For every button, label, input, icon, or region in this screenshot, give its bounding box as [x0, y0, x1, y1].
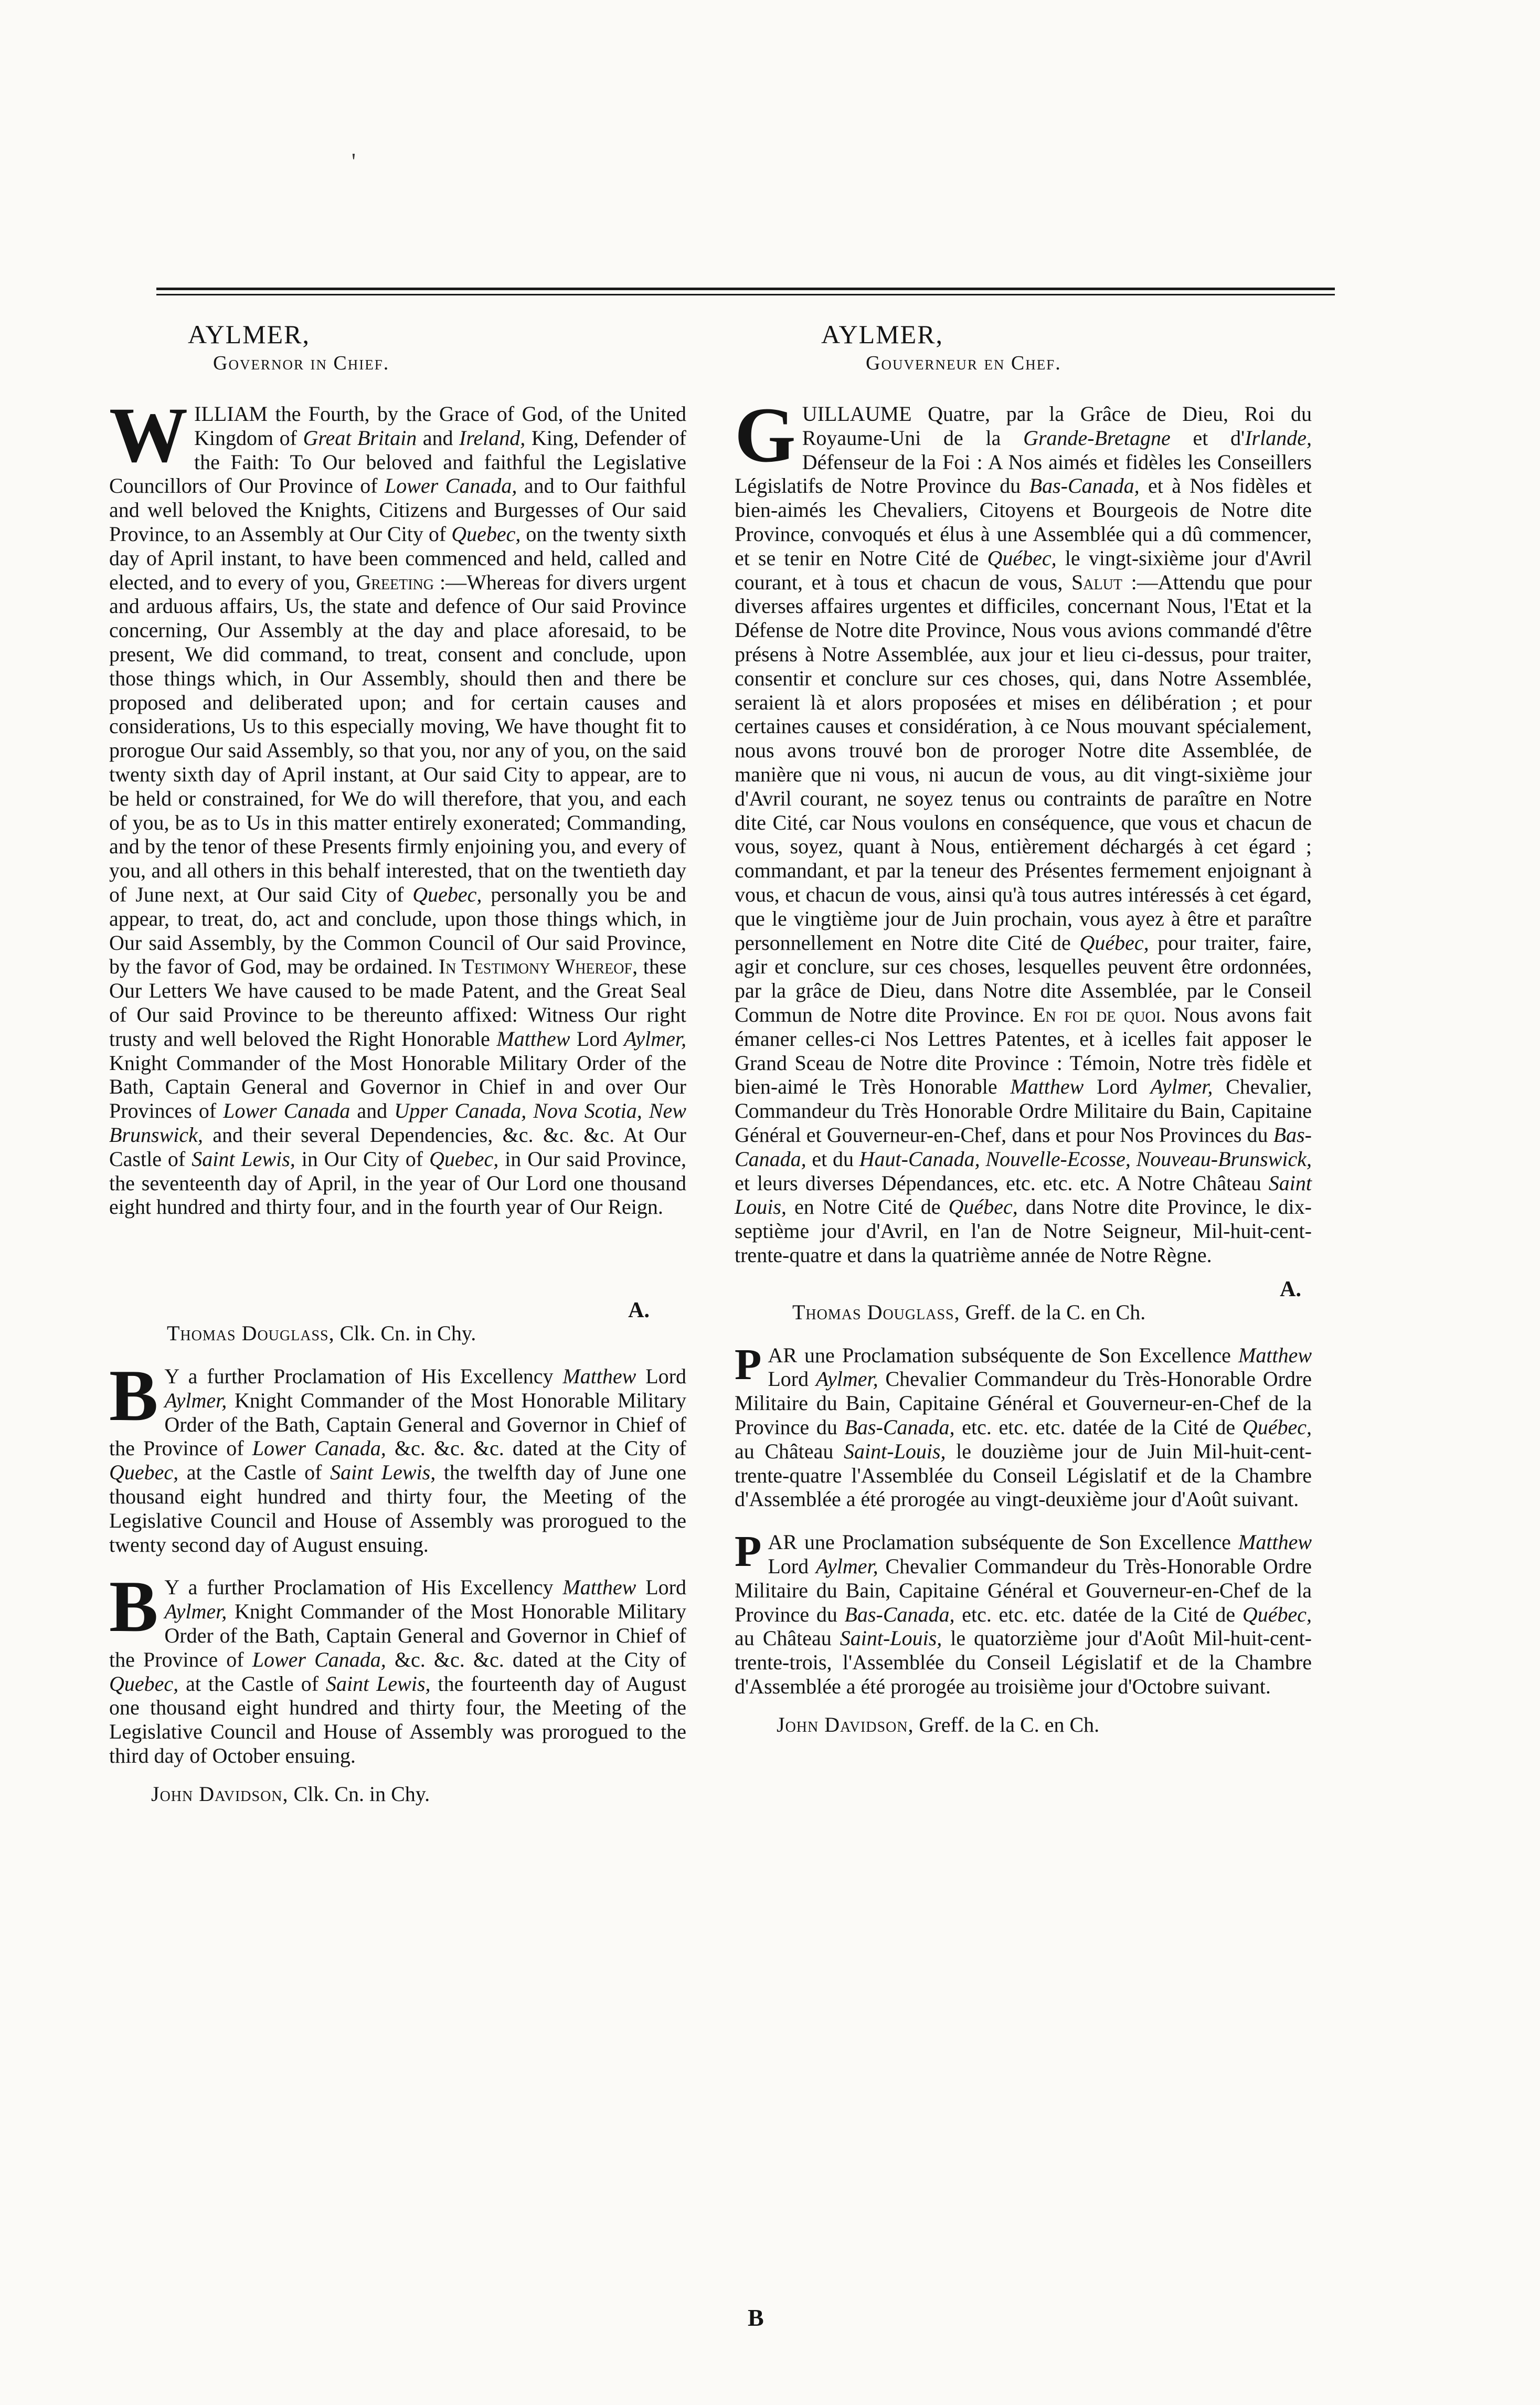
french-proc3-emphasis: Bas-Canada,	[844, 1602, 955, 1626]
english-proc-text: in Our City of	[295, 1147, 430, 1171]
french-proc-text: le vingt-sixième jour d'Avril courant, et à tous et chacun de vous,	[735, 546, 1312, 594]
french-proc-emphasis: Québec,	[948, 1195, 1018, 1219]
french-heading-name: AYLMER,	[821, 320, 944, 349]
french-proclamation	[735, 391, 1312, 1267]
french-proc3-text: le quatorzième jour d'Août Mil-huit-cent-trente-trois, l'Assemblée du Conseil Législatif et de la Chambre d'Assemblée a été prorogée au troisième jour d'Octobre suivant.	[735, 1626, 1312, 1699]
english-proc2-emphasis: Matthew	[562, 1364, 636, 1389]
french-proc-smallcaps: En foi de quoi.	[1033, 1002, 1166, 1026]
french-signature-2-title: Greff. de la C. en Ch.	[914, 1712, 1100, 1736]
english-proc2-text: Lord	[636, 1364, 686, 1389]
french-proc2-emphasis: Aylmer,	[815, 1367, 878, 1391]
english-proc-text: the Fourth, by the Grace of God, of the United Kingdom of	[194, 402, 686, 450]
french-proc2-text: le douzième jour de Juin Mil-huit-cent-trente-quatre l'Assemblée du Conseil Législatif et de la Chambre d'Assemblée a été prorogée au vingt-deuxième jour d'Août suivant.	[735, 1439, 1312, 1511]
english-proc-emphasis: Lower Canada,	[384, 474, 517, 498]
english-proc3-text: Knight Commander of the Most Honorable Military Order of the Bath, Captain General and Governor in Chief of the Province of	[109, 1599, 686, 1671]
english-proc-text: Knight Commander of the Most Honorable Military Order of the Bath, Captain General and Governor in Chief in and over Our Provinces of	[109, 1051, 686, 1123]
top-rule-thick	[156, 288, 1335, 290]
english-signature-1	[167, 1321, 686, 1345]
french-proc3-emphasis: Québec,	[1242, 1602, 1312, 1626]
english-proc-text: Lord	[570, 1026, 624, 1051]
french-proclamation-2	[735, 1340, 1312, 1512]
english-proc-text: King, Defender of the Faith: To Our beloved and faithful the Legislative Councillors of Our Province of	[109, 426, 686, 498]
english-proc-emphasis: Saint Lewis,	[192, 1147, 295, 1171]
french-signature-2-name: John Davidson,	[777, 1712, 914, 1736]
english-heading-name: AYLMER,	[188, 320, 311, 349]
english-seal-mark: A.	[628, 1298, 650, 1323]
french-proc2-emphasis: Saint-Louis,	[844, 1439, 946, 1463]
french-proc3-dropcap: P	[735, 1527, 762, 1576]
french-proc3-text: au Château	[735, 1626, 840, 1650]
english-proc2-text: the twelfth day of June one thousand eight hundred and thirty four, the Meeting of the Legislative Council and House of Assembly was prorogued to the twenty second day of August ensuing.	[109, 1460, 686, 1556]
french-proc-text: pour traiter, faire, agir et conclure, sur ces choses, lesquelles peuvent être ordonnées, par la grâce de Dieu, dans Notre dite Assemblée, par le Conseil Commun de Notre dite Province.	[735, 930, 1312, 1026]
french-proc3-text: Lord	[768, 1554, 816, 1578]
english-proc-text: ILLIAM	[194, 402, 268, 426]
french-proc-text: Chevalier, Commandeur du Très Honorable Ordre Militaire du Bain, Capitaine Général et Gouverneur-en-Chef, dans et pour Nos Provinces du	[735, 1075, 1312, 1147]
french-dropcap: G	[735, 391, 796, 479]
french-proc-text: :—Attendu que pour diverses affaires urgentes et difficiles, concernant Nous, l'Etat et la Défense de Notre dite Province, Nous vous avions commandé d'être présens à Notre Assemblée, aux jour et lieu ci-dessus, pour traiter, consentir et conclure sur ces choses, qui, dans Notre Assemblée, seraient là et alors proposées et mises en délibération ; et pour certaines causes et considération, à ce Nous mouvant spécialement, nous avons trouvé bon de proroger Notre dite Assemblée, de manière que ni vous, ni aucun de vous, au dit vingt-sixième jour d'Avril courant, ne soyez tenus ou contraints de paraître en Notre dite Cité, car Nous voulons en conséquence, que vous et chacun de vous, soyez, quant à Nous, entièrement déchargés à cet égard ; commandant, et par la teneur des Présentes fermement enjoignant à vous, et chacun de vous, ainsi qu'à tous autres intéressés à cet égard, que le vingtième jour de Juin prochain, vous ayez à être et paraître personnellement en Notre dite Cité de	[735, 570, 1312, 955]
english-proc-emphasis: Great Britain	[303, 426, 417, 450]
french-proc-emphasis: Bas-Canada,	[1029, 474, 1140, 498]
english-proc2-text: Knight Commander of the Most Honorable Military Order of the Bath, Captain General and Governor in Chief of the Province of	[109, 1388, 686, 1460]
french-proc-emphasis: Saint Louis,	[735, 1171, 1312, 1219]
french-proc2-text: au Château	[735, 1439, 844, 1463]
french-proc3-text: AR une Proclamation subséquente de Son Excellence	[768, 1530, 1239, 1554]
english-signature-1-title: Clk. Cn. in Chy.	[334, 1321, 476, 1345]
french-proc-text: Défenseur de la Foi : A Nos aimés et fidèles les Conseillers Législatifs de Notre Province du	[735, 450, 1312, 498]
english-proc-text: on the twenty sixth day of April instant, to have been commenced and held, called and elected, and to every of you,	[109, 522, 687, 594]
french-proc2-emphasis: Bas-Canada,	[844, 1415, 955, 1439]
english-proc-emphasis: Quebec,	[412, 882, 482, 906]
french-proc2-dropcap: P	[735, 1340, 762, 1389]
english-proc-text: and to Our faithful and well beloved the Knights, Citizens and Burgesses of Our said Province, to an Assembly at Our City of	[109, 474, 686, 546]
english-proc2-emphasis: Lower Canada,	[252, 1436, 386, 1460]
english-proc-emphasis: Upper Canada, Nova Scotia, New Brunswick,	[109, 1099, 686, 1147]
french-proc-text: Quatre, par la Grâce de Dieu, Roi du Royaume-Uni de la	[802, 402, 1312, 450]
french-proc-emphasis: Québec,	[987, 546, 1057, 570]
french-proc-text: et à Nos fidèles et bien-aimés les Chevaliers, Citoyens et Bourgeois de Notre dite Province, convoqués et élus à une Assemblée qui a dû commencer, et se tenir en Notre Cité de	[735, 474, 1312, 570]
english-heading-title: Governor in Chief.	[213, 352, 390, 374]
english-proc3-dropcap: B	[109, 1566, 158, 1648]
english-proc-text: :—Whereas for divers urgent and arduous affairs, Us, the state and defence of Our said Province concerning, Our Assembly at the day and place aforesaid, to be present, We did command, to treat, consent and conclude, upon those things which, in Our Assembly, should then and there be proposed and deliberated upon; and for certain causes and considerations, Us to this especially moving, We have thought fit to prorogue Our said Assembly, so that you, nor any of you, on the said twenty sixth day of April instant, at Our said City to appear, are to be held or constrained, for We do will therefore, that you, and each of you, be as to Us in this matter entirely exonerated; Commanding, and by the tenor of these Presents firmly enjoining you, and every of you, and all others in this behalf interested, that on the twentieth day of June next, at Our said City of	[109, 570, 686, 906]
english-proc-emphasis: Aylmer,	[624, 1026, 686, 1051]
french-proc-emphasis: Grande-Bretagne	[1023, 426, 1171, 450]
english-proc3-emphasis: Matthew	[562, 1575, 636, 1599]
english-dropcap: W	[109, 391, 188, 479]
english-proc-text: in Our said Province, the seventeenth day of April, in the year of Our Lord one thousand eight hundred and thirty four, and in the fourth year of Our Reign.	[109, 1147, 686, 1219]
english-proc-smallcaps: Greeting	[356, 570, 434, 594]
french-heading-title: Gouverneur en Chef.	[866, 352, 1061, 374]
french-proc-text: UILLAUME	[802, 402, 912, 426]
french-signature-1-name: Thomas Douglass,	[792, 1300, 960, 1324]
english-proc-emphasis: Lower Canada	[223, 1099, 351, 1123]
english-proc2-dropcap: B	[109, 1355, 158, 1437]
french-proc-text: et du	[806, 1147, 859, 1171]
french-column	[735, 310, 1312, 1737]
english-proc-emphasis: Matthew	[496, 1026, 570, 1051]
french-proc-emphasis: Bas-Canada,	[735, 1122, 1312, 1171]
french-proc2-text: AR une Proclamation subséquente de Son Excellence	[768, 1343, 1239, 1367]
french-signature-1	[792, 1300, 1312, 1325]
french-proc3-emphasis: Saint-Louis,	[840, 1626, 942, 1650]
english-proc2-text: Y a further Proclamation of His Excellency	[164, 1364, 563, 1389]
english-proc3-text: at the Castle of	[178, 1671, 326, 1696]
french-proc2-text: etc. etc. etc. datée de la Cité de	[954, 1415, 1242, 1439]
english-proc-emphasis: Quebec,	[429, 1147, 499, 1171]
french-proc-text: dans Notre dite Province, le dix-septième jour d'Avril, en l'an de Notre Seigneur, Mil-huit-cent-trente-quatre et dans la quatrième année de Notre Règne.	[735, 1195, 1312, 1267]
english-proc3-emphasis: Quebec,	[109, 1671, 179, 1696]
english-proc2-text: &c. &c. &c. dated at the City of	[386, 1436, 686, 1460]
english-proc3-text: &c. &c. &c. dated at the City of	[386, 1647, 686, 1671]
french-proc-emphasis: Irlande,	[1245, 426, 1312, 450]
english-proc-text: these Our Letters We have caused to be made Patent, and the Great Seal of Our said Province to be thereunto affixed: Witness Our right trusty and well beloved the Right Honorable	[109, 955, 687, 1051]
french-proclamation-3	[735, 1527, 1312, 1699]
french-proc3-text: etc. etc. etc. datée de la Cité de	[954, 1602, 1242, 1626]
english-proc2-emphasis: Quebec,	[109, 1460, 179, 1485]
french-proc2-text: Chevalier Commandeur du Très-Honorable Ordre Militaire du Bain, Capitaine Général et Gouverneur-en-Chef de la Province du	[735, 1367, 1312, 1439]
french-proc2-emphasis: Québec,	[1242, 1415, 1312, 1439]
english-proc3-text: Lord	[636, 1575, 686, 1599]
english-proc3-text: Y a further Proclamation of His Excellency	[164, 1575, 563, 1599]
english-proc-text: and	[417, 426, 460, 450]
french-proc-emphasis: Haut-Canada, Nouvelle-Ecosse, Nouveau-Brunswick,	[859, 1147, 1312, 1171]
english-proclamation-2	[109, 1355, 686, 1556]
french-signature-2	[777, 1712, 1312, 1737]
page-signature-letter: B	[748, 2304, 764, 2331]
english-proclamation	[109, 391, 687, 1219]
english-proc3-emphasis: Aylmer,	[164, 1599, 227, 1624]
french-proc-emphasis: Aylmer,	[1150, 1075, 1213, 1099]
english-proc-emphasis: Quebec,	[451, 522, 521, 546]
english-proc2-text: at the Castle of	[178, 1460, 331, 1485]
english-column	[109, 310, 686, 1806]
french-proc3-text: Chevalier Commandeur du Très-Honorable Ordre Militaire du Bain, Capitaine Général et Gouverneur-en-Chef de la Province du	[735, 1554, 1312, 1626]
english-proc3-emphasis: Saint Lewis,	[325, 1671, 431, 1696]
french-signature-1-title: Greff. de la C. en Ch.	[960, 1300, 1146, 1324]
french-proc-text: et d'	[1170, 426, 1245, 450]
french-proc2-text: Lord	[768, 1367, 816, 1391]
english-proc3-emphasis: Lower Canada,	[252, 1647, 386, 1671]
top-rule-thin	[156, 294, 1335, 295]
english-proc-text: and their several Dependencies, &c. &c. &c. At Our Castle of	[109, 1122, 686, 1171]
english-proc-text: personally you be and appear, to treat, do, act and conclude, upon those things which, in Our said Assembly, by the Common Council of Our said Province, by the favor of God, may be ordained.	[109, 882, 686, 979]
french-seal-mark: A.	[1280, 1277, 1301, 1301]
french-proc-text: Lord	[1084, 1075, 1151, 1099]
french-proc-smallcaps: Salut	[1071, 570, 1122, 594]
french-proc3-emphasis: Aylmer,	[815, 1554, 878, 1578]
english-signature-2-title: Clk. Cn. in Chy.	[288, 1782, 430, 1806]
french-proc-text: et leurs diverses Dépendances, etc. etc. etc. A Notre Château	[735, 1171, 1269, 1195]
english-proclamation-3	[109, 1566, 686, 1768]
french-proc-emphasis: Matthew	[1010, 1075, 1084, 1099]
french-proc-emphasis: Québec,	[1079, 930, 1149, 955]
french-proc3-emphasis: Matthew	[1238, 1530, 1312, 1554]
french-proc2-emphasis: Matthew	[1238, 1343, 1312, 1367]
english-proc2-emphasis: Saint Lewis,	[330, 1460, 436, 1485]
english-proc2-emphasis: Aylmer,	[164, 1388, 227, 1412]
english-signature-2-name: John Davidson,	[151, 1782, 289, 1806]
english-proc-emphasis: Ireland,	[459, 426, 526, 450]
english-proc3-text: the fourteenth day of August one thousand eight hundred and thirty four, the Meeting of the Legislative Council and House of Assembly was prorogued to the third day of October ensuing.	[109, 1671, 686, 1768]
english-signature-2	[151, 1782, 686, 1806]
english-proc-smallcaps: In Testimony Whereof,	[438, 955, 638, 979]
english-proc-text: and	[350, 1099, 395, 1123]
stray-ink-mark: '	[352, 149, 356, 174]
french-proc-text: Nous avons fait émaner celles-ci Nos Lettres Patentes, et à icelles fait apposer le Grand Sceau de Notre dite Province : Témoin, Notre très fidèle et bien-aimé le Très Honorable	[735, 1002, 1312, 1099]
english-signature-1-name: Thomas Douglass,	[167, 1321, 335, 1345]
french-proc-text: en Notre Cité de	[786, 1195, 949, 1219]
